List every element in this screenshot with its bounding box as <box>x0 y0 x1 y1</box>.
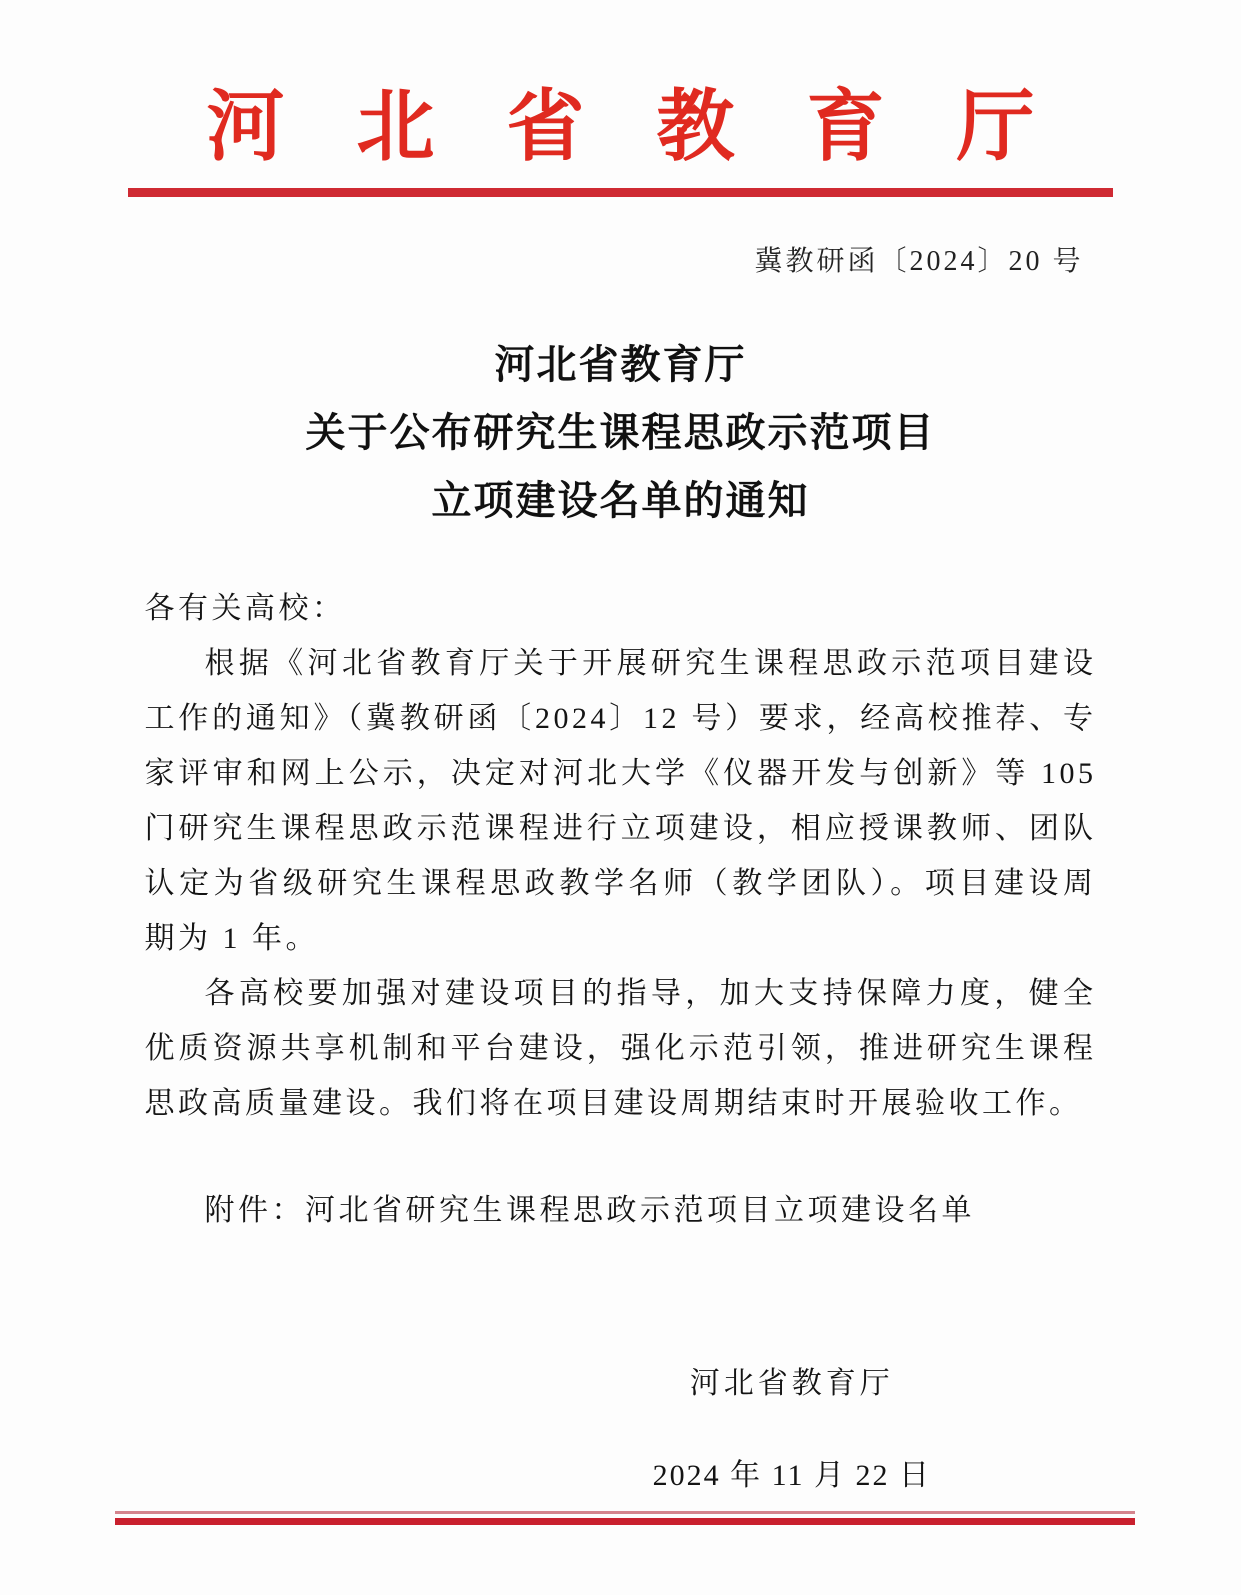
notice-title <box>0 331 1241 535</box>
notice-title-line1: 河北省教育厅 <box>494 343 747 387</box>
masthead-red-rule <box>128 188 1113 197</box>
notice-title-line3: 立项建设名单的通知 <box>431 479 810 523</box>
notice-title-line2: 关于公布研究生课程思政示范项目 <box>305 411 936 455</box>
footer-rules <box>115 1511 1135 1525</box>
signature-date: 2024 年 11 月 22 日 <box>652 1459 931 1492</box>
body-paragraph-2: 各高校要加强对建设项目的指导，加大支持保障力度，健全优质资源共享机制和平台建设，强化示范引领，推进研究生课程思政高质量建设。我们将在项目建设周期结束时开展验收工作。 <box>144 977 1097 1120</box>
footer-rule-thin <box>115 1511 1135 1514</box>
attachment-line: 附件：河北省研究生课程思政示范项目立项建设名单 <box>204 1194 975 1227</box>
notice-body <box>145 581 1097 1238</box>
footer-rule-thick <box>115 1518 1135 1525</box>
doc-number: 冀教研函〔2024〕20 号 <box>754 246 1084 277</box>
agency-masthead-title: 河北省教育厅 <box>206 83 1107 170</box>
signature-agency: 河北省教育厅 <box>689 1367 894 1400</box>
salutation: 各有关高校： <box>144 592 346 625</box>
signature-block <box>653 1358 931 1494</box>
letterhead <box>0 0 1241 197</box>
body-paragraph-1: 根据《河北省教育厅关于开展研究生课程思政示范项目建设工作的通知》（冀教研函〔2024〕12 号）要求，经高校推荐、专家评审和网上公示，决定对河北大学《仪器开发与创新》等 105 门研究生课程思政示范课程进行立项建设，相应授课教师、团队认定为省级研究生课程思政教学名师（教学团队）。项目建设周期为 1 年。 <box>144 647 1097 955</box>
